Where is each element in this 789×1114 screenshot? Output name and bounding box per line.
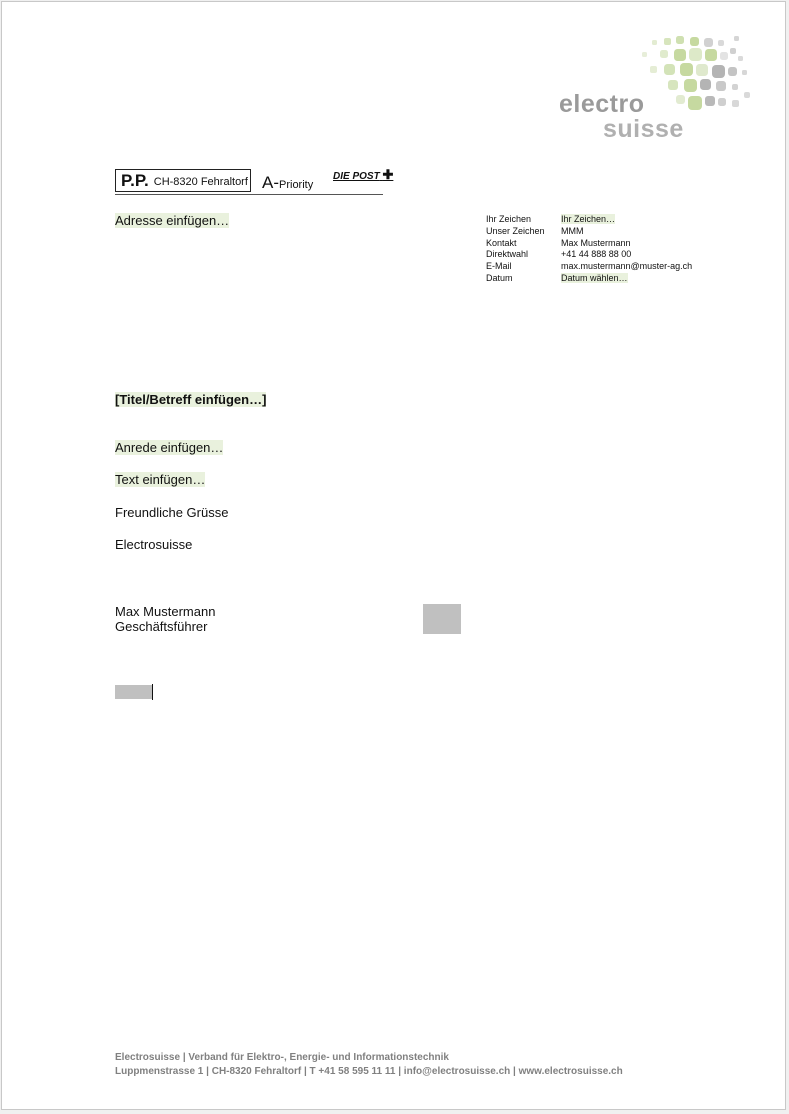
reference-labels (486, 214, 545, 285)
letter-title-field[interactable] (115, 392, 266, 407)
attachment-placeholder[interactable] (115, 685, 152, 699)
postage-priority-label: Priority (279, 179, 314, 191)
postage-address: CH-8320 Fehraltorf (153, 176, 248, 188)
reference-value-email: max.mustermann@muster-ag.ch (561, 261, 693, 272)
reference-label-email: E-Mail (486, 261, 512, 272)
reference-label-direktwahl: Direktwahl (486, 249, 529, 260)
reference-label-unser-zeichen: Unser Zeichen (486, 225, 545, 236)
company-name: Electrosuisse (115, 537, 193, 552)
die-post-text: DIE POST (333, 171, 380, 182)
postage-priority (262, 173, 313, 193)
text-cursor (152, 684, 153, 700)
logo-text-electro: electro (559, 90, 645, 118)
reference-values (561, 214, 692, 285)
reference-value-unser-zeichen: MMM (561, 225, 584, 236)
electrosuisse-logo-dots (638, 32, 754, 114)
letter-text-placeholder: Text einfügen… (115, 472, 206, 487)
signer-role: Geschäftsführer (115, 619, 208, 634)
postage-a-label: A- (262, 173, 279, 192)
footer-line-2: Luppmenstrasse 1 | CH-8320 Fehraltorf | T +41 58 595 11 11 | info@electrosuisse.ch | www.electrosuisse.ch (115, 1066, 623, 1077)
letter-text-field[interactable] (115, 472, 205, 487)
reference-label-kontakt: Kontakt (486, 237, 517, 248)
closing-text: Freundliche Grüsse (115, 505, 229, 520)
swiss-cross-icon: ✚ (382, 167, 394, 182)
letter-title: [Titel/Betreff einfügen…] (115, 392, 267, 407)
postage-divider (115, 194, 383, 195)
reference-value-kontakt: Max Mustermann (561, 237, 631, 248)
recipient-address-field[interactable] (115, 213, 229, 228)
logo-text-suisse: suisse (603, 115, 684, 143)
reference-value-datum[interactable]: Datum wählen… (561, 272, 628, 283)
signer-name: Max Mustermann (115, 604, 216, 619)
salutation-placeholder: Anrede einfügen… (115, 440, 224, 455)
postage-pp-label: P.P. (121, 171, 149, 190)
recipient-address-placeholder: Adresse einfügen… (115, 213, 230, 228)
salutation-field[interactable] (115, 440, 223, 455)
footer-line-1: Electrosuisse | Verband für Elektro-, Energie- und Informationstechnik (115, 1052, 449, 1063)
reference-value-ihr-zeichen[interactable]: Ihr Zeichen… (561, 214, 616, 224)
reference-label-ihr-zeichen: Ihr Zeichen (486, 214, 532, 224)
reference-value-direktwahl: +41 44 888 88 00 (561, 249, 632, 260)
die-post-logo (333, 167, 393, 183)
postage-pp-box (115, 169, 251, 192)
reference-label-datum: Datum (486, 272, 513, 283)
document-page (1, 1, 786, 1110)
signature-placeholder[interactable] (423, 604, 461, 634)
